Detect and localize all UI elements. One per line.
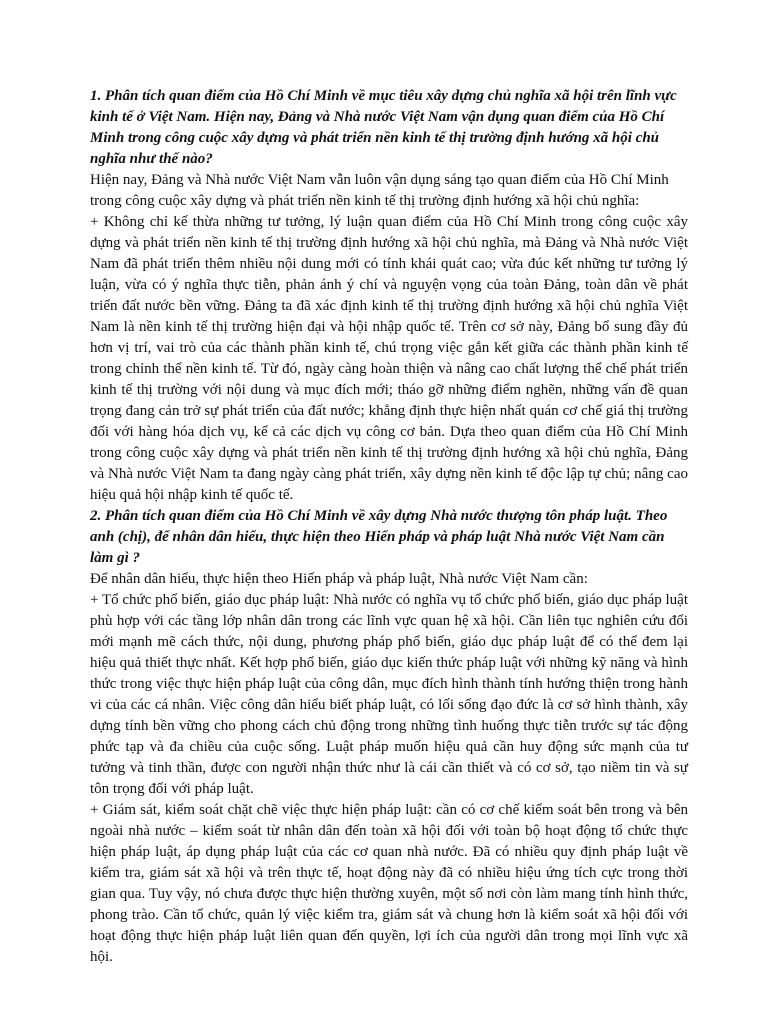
- question-2-title: 2. Phân tích quan điểm của Hồ Chí Minh về xây dựng Nhà nước thượng tôn pháp luật. Theo anh (chị), để nhân dân hiểu, thực hiện theo Hiến pháp và pháp luật Nhà nước Việt Nam cần làm gì ?: [90, 508, 668, 566]
- question-1-title: 1. Phân tích quan điểm của Hồ Chí Minh về mục tiêu xây dựng chủ nghĩa xã hội trên lĩnh vực kinh tế ở Việt Nam. Hiện nay, Đảng và Nhà nước Việt Nam vận dụng quan điểm của Hồ Chí Minh trong công cuộc xây dựng và phát triển nền kinh tế thị trường định hướng xã hội chủ nghĩa như thế nào?: [90, 88, 677, 167]
- question-2-point-1: + Tổ chức phổ biến, giáo dục pháp luật: Nhà nước có nghĩa vụ tổ chức phổ biến, giáo dục pháp luật phù hợp với các tầng lớp nhân dân trong các lĩnh vực quan hệ xã hội. Cần liên tục nghiên cứu đổi mới mạnh mẽ cách thức, nội dung, phương pháp phổ biến, giáo dục pháp luật để có thể đem lại hiệu quả thiết thực nhất. Kết hợp phổ biến, giáo dục kiến thức pháp luật với những kỹ năng và hình thức trong việc thực hiện pháp luật của công dân, mục đích hình thành tính hướng thiện trong hành vi của các cá nhân. Việc công dân hiểu biết pháp luật, có lối sống đạo đức là cơ sở hình thành, xây dựng tính bền vững cho phong cách chủ động trong những tình huống thực tiễn trước sự tác động phức tạp và đa chiều của cuộc sống. Luật pháp muốn hiệu quả cần huy động sức mạnh của tư tưởng và tinh thần, được con người nhận thức như là cái cần thiết và có cơ sở, tạo niềm tin và sự tôn trọng đối với pháp luật.: [90, 592, 688, 797]
- question-2-intro: Để nhân dân hiểu, thực hiện theo Hiến pháp và pháp luật, Nhà nước Việt Nam cần:: [90, 571, 588, 587]
- document-page: [90, 86, 688, 968]
- question-1-point-1: + Không chỉ kế thừa những tư tưởng, lý luận quan điểm của Hồ Chí Minh trong công cuộc xây dựng và phát triển nền kinh tế thị trường định hướng xã hội chủ nghĩa, mà Đảng và Nhà nước Việt Nam đã phát triển thêm nhiều nội dung mới có tính khái quát cao; vừa đúc kết những tư tưởng lý luận, vừa có ý nghĩa thực tiễn, phản ánh ý chí và nguyện vọng của toàn Đảng, toàn dân về phát triển đất nước bền vững. Đảng ta đã xác định kinh tế thị trường định hướng xã hội chủ nghĩa Việt Nam là nền kinh tế thị trường hiện đại và hội nhập quốc tế. Trên cơ sở này, Đảng bổ sung đầy đủ hơn vị trí, vai trò của các thành phần kinh tế, chú trọng việc gắn kết giữa các thành phần kinh tế trong chỉnh thể nền kinh tế. Từ đó, ngày càng hoàn thiện và nâng cao chất lượng thể chế phát triển kinh tế thị trường với nội dung và mục đích mới; tháo gỡ những điểm nghẽn, những vấn đề quan trọng đang cản trở sự phát triển của đất nước; khẳng định thực hiện nhất quán cơ chế giá thị trường đối với hàng hóa dịch vụ, kể cả các dịch vụ công cơ bản. Dựa theo quan điểm của Hồ Chí Minh trong công cuộc xây dựng và phát triển nền kinh tế thị trường định hướng xã hội chủ nghĩa, Đảng và Nhà nước Việt Nam ta đang ngày càng phát triển, xây dựng nền kinh tế độc lập tự chủ; nâng cao hiệu quả hội nhập kinh tế quốc tế.: [90, 214, 688, 503]
- question-2-point-2: + Giám sát, kiểm soát chặt chẽ việc thực hiện pháp luật: cần có cơ chế kiểm soát bên trong và bên ngoài nhà nước – kiểm soát từ nhân dân đến toàn xã hội đối với toàn bộ hoạt động tổ chức thực hiện pháp luật, áp dụng pháp luật của các cơ quan nhà nước. Đã có nhiều quy định pháp luật về kiểm tra, giám sát xã hội và trên thực tế, hoạt động này đã có nhiều hiệu ứng tích cực trong thời gian qua. Tuy vậy, nó chưa được thực hiện thường xuyên, một số nơi còn làm mang tính hình thức, phong trào. Cần tổ chức, quản lý việc kiểm tra, giám sát và chung hơn là kiểm soát xã hội đối với hoạt động thực hiện pháp luật liên quan đến quyền, lợi ích của người dân trong mọi lĩnh vực xã hội.: [90, 802, 688, 965]
- question-1-intro: Hiện nay, Đảng và Nhà nước Việt Nam vẫn luôn vận dụng sáng tạo quan điểm của Hồ Chí Minh trong công cuộc xây dựng và phát triển nền kinh tế thị trường định hướng xã hội chủ nghĩa:: [90, 172, 669, 209]
